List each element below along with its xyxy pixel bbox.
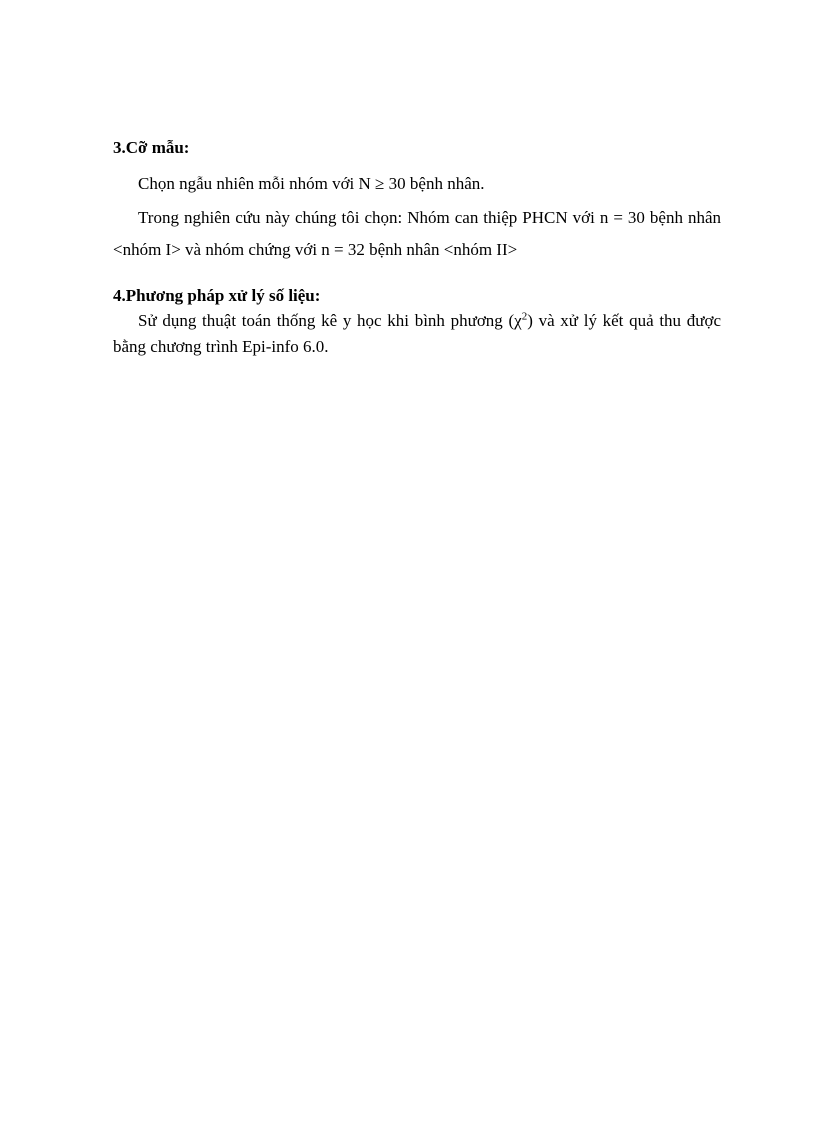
statistical-method-text-start: Sử dụng thuật toán thống kê y học khi bình phương (χ: [138, 311, 522, 330]
paragraph-random-selection: Chọn ngẫu nhiên mỗi nhóm với N ≥ 30 bệnh nhân.: [138, 174, 485, 193]
statistical-method-text-end: ) và xử lý kết quả thu được bằng chương trình Epi-info 6.0.: [113, 311, 721, 356]
section-heading-data-processing: 4.Phương pháp xử lý số liệu:: [113, 286, 321, 305]
paragraph-statistical-method: [113, 308, 721, 360]
chi-square-superscript: 2: [521, 310, 528, 323]
document-body: [113, 136, 721, 360]
section-heading-sample-size: 3.Cỡ mẫu:: [113, 138, 190, 157]
paragraph-group-selection: Trong nghiên cứu này chúng tôi chọn: Nhóm can thiệp PHCN với n = 30 bệnh nhân <nhóm I> và nhóm chứng với n = 32 bệnh nhân <nhóm II>: [113, 208, 721, 259]
